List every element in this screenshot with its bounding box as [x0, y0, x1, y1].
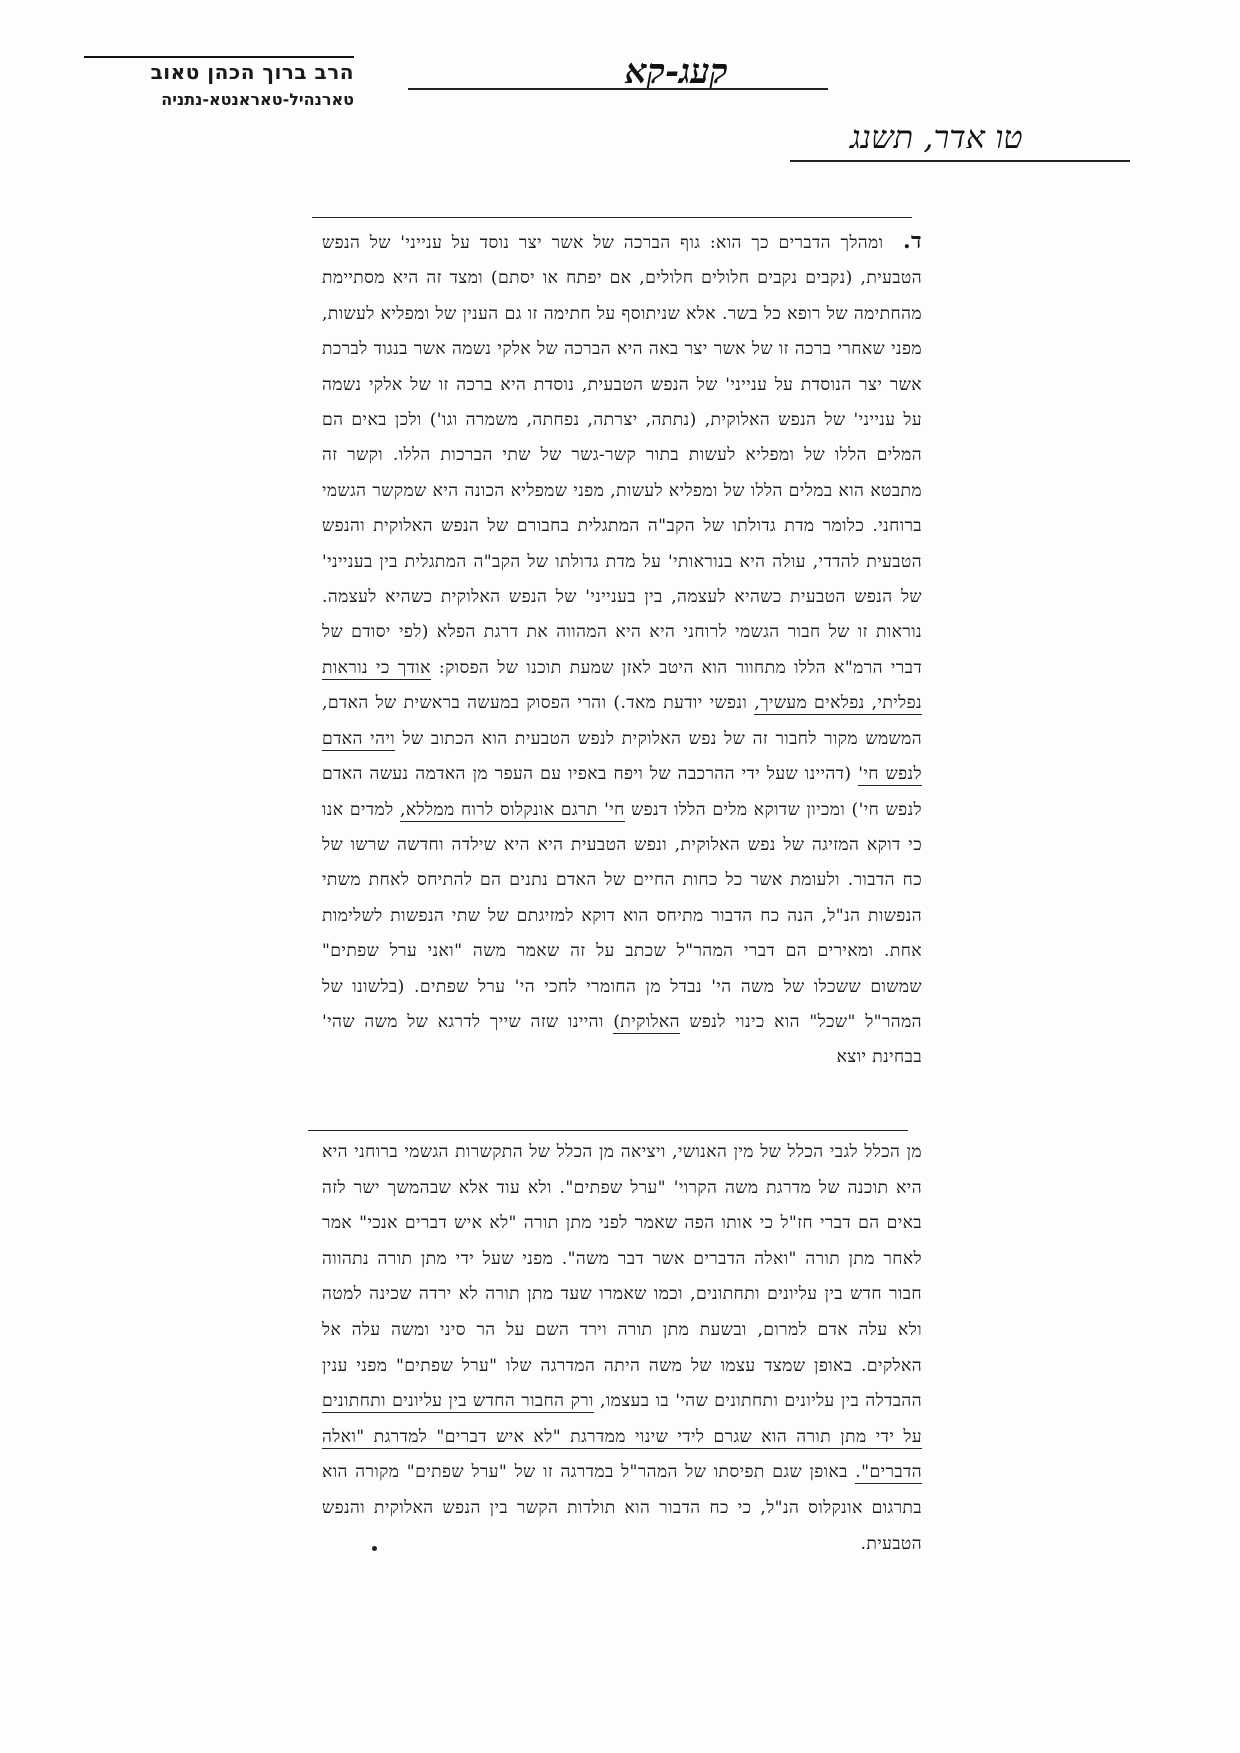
- section-divider: [308, 1130, 908, 1131]
- underlined-verse: אודך כי נוראות נפליתי, נפלאים מעשיך,: [322, 657, 922, 714]
- underlined-phrase: האלוקית): [613, 1011, 680, 1032]
- letterhead-address: טארנהיל-טאראנטא-נתניה: [161, 90, 354, 109]
- ink-mark: [372, 1546, 377, 1551]
- section-divider: [312, 217, 912, 218]
- handwritten-filing-code: קעג-קא: [625, 52, 728, 92]
- handwritten-underline: [408, 88, 828, 90]
- underlined-verse: ויהי האדם לנפש חי': [322, 728, 922, 785]
- paragraph-text: באופן שגם תפיסתו של המהר"ל במדרגה זו של "ערל שפתים" מקורה הוא בתרגום אונקלוס הנ"ל, כי כח הדבור הוא תולדות הקשר בין הנפש האלוקית והנפש הטבעית.: [322, 1462, 922, 1554]
- paragraph-text: מן הכלל לגבי הכלל של מין האנושי, ויציאה מן הכלל של התקשרות הגשמי ברוחני היא היא תוכנה של מדרגת משה הקרוי' "ערל שפתים". ולא עוד אלא שבהמשך ישר לזה באים הם דברי חז"ל כי אותו הפה שאמר לפני מתן תורה "לא איש דברים אנכי" אמר לאחר מתן תורה "ואלה הדברים אשר דבר משה". מפני שעל ידי מתן תורה נתהווה חבור חדש בין עליונים ותחתונים, וכמו שאמרו שעד מתן תורה לא ירדה שכינה למטה ולא עלה אדם למרום, ובשעת מתן תורה וירד השם על הר סיני ומשה עלה אל האלקים. באופן שמצד עצמו של משה היתה המדרגה שלו "ערל שפתים" מפני ענין ההבדלה בין עליונים ותחתונים שהי' בו בעצמו,: [322, 1142, 922, 1412]
- underlined-phrase: ורק החבור החדש בין עליונים ותחתונים על ידי מתן תורה הוא שגרם לידי שינוי ממדרגת "לא איש דברים" למדרגת "ואלה הדברים".: [322, 1391, 922, 1483]
- letterhead-name: הרב ברוך הכהן טאוב: [84, 56, 354, 84]
- paragraph-text: ומהלך הדברים כך הוא: גוף הברכה של אשר יצר נוסד על ענייני' של הנפש הטבעית, (נקבים נקבים חלולים חלולים, אם יפתח או יסתם) ומצד זה היא מסתיימת מהחתימה של רופא כל בשר. אלא שניתוסף על חתימה זו גם הענין של ומפליא לעשות, מפני שאחרי ברכה זו של אשר יצר באה היא הברכה של אלקי נשמה אשר בנגוד לברכת אשר יצר הנוסדת על ענייני' של הנפש הטבעית, נוסדת היא ברכה זו של אלקי נשמה על ענייני' של הנפש האלוקית, (נתתה, יצרתה, נפחתה, משמרה וגו') ולכן באים הם המלים הללו של ומפליא לעשות בתור קשר-גשר של שתי הברכות הללו. וקשר זה מתבטא הוא במלים הללו של ומפליא לעשות, מפני שמפליא הכונה היא שמקשר הגשמי ברוחני. כלומר מדת גדולתו של הקב"ה המתגלית בחבורם של הנפש האלוקית והנפש הטבעית להדדי, עולה היא בנוראותי' על מדת גדולתו של הקב"ה המתגלית בין בענייני' של הנפש הטבעית כשהיא לעצמה, בין בענייני' של הנפש האלוקית כשהיא לעצמה. נוראות זו של חבור הגשמי לרוחני היא היא המהווה את דרגת הפלא (לפי יסודם של דברי הרמ"א הללו מתחוור הוא היטב לאזן שמעת תוכנו של הפסוק:: [322, 233, 922, 678]
- paragraph-text: ונפשי יודעת מאד.) והרי הפסוק במעשה בראשית של האדם, המשמש מקור לחבור זה של נפש האלוקית לנפש הטבעית הוא הכתוב של: [322, 693, 922, 749]
- handwritten-date: טו אדר, תשנג: [850, 118, 1023, 156]
- letterhead: [84, 56, 354, 109]
- paragraph-text: (דהיינו שעל ידי ההרכבה של ויפח באפיו עם העפר מן האדמה נעשה האדם לנפש חי') ומכיון שדוקא מלים הללו דנפש: [322, 764, 922, 820]
- underlined-targum: חי' תרגם אונקלוס לרוח ממללא,: [399, 799, 625, 820]
- body-text-part-1: [322, 224, 922, 1076]
- section-letter: ד.: [902, 228, 922, 254]
- paragraph-text: למדים אנו כי דוקא המזיגה של נפש האלוקית, ונפש הטבעית היא היא שילדה וחדשה שרשו של כח הדבור. ולעומת אשר כל כחות החיים של האדם נתנים הם להתיחס לאחת משתי הנפשות הנ"ל, הנה כח הדבור מתיחס הוא דוקא למזיגתם של שתי הנפשות לשלימות אחת. ומאירים הם דברי המהר"ל שכתב על זה שאמר משה "ואני ערל שפתים" שמשום ששכלו של משה הי' נבדל מן החומרי לחכי הי' ערל שפתים. (בלשונו של המהר"ל "שכל" הוא כינוי לנפש: [322, 799, 922, 1032]
- body-text-part-2: [322, 1135, 922, 1562]
- handwritten-underline: [790, 160, 1130, 162]
- paragraph-text: והיינו שזה שייך לדרגא של משה שהי' בבחינת יוצא: [322, 1011, 922, 1068]
